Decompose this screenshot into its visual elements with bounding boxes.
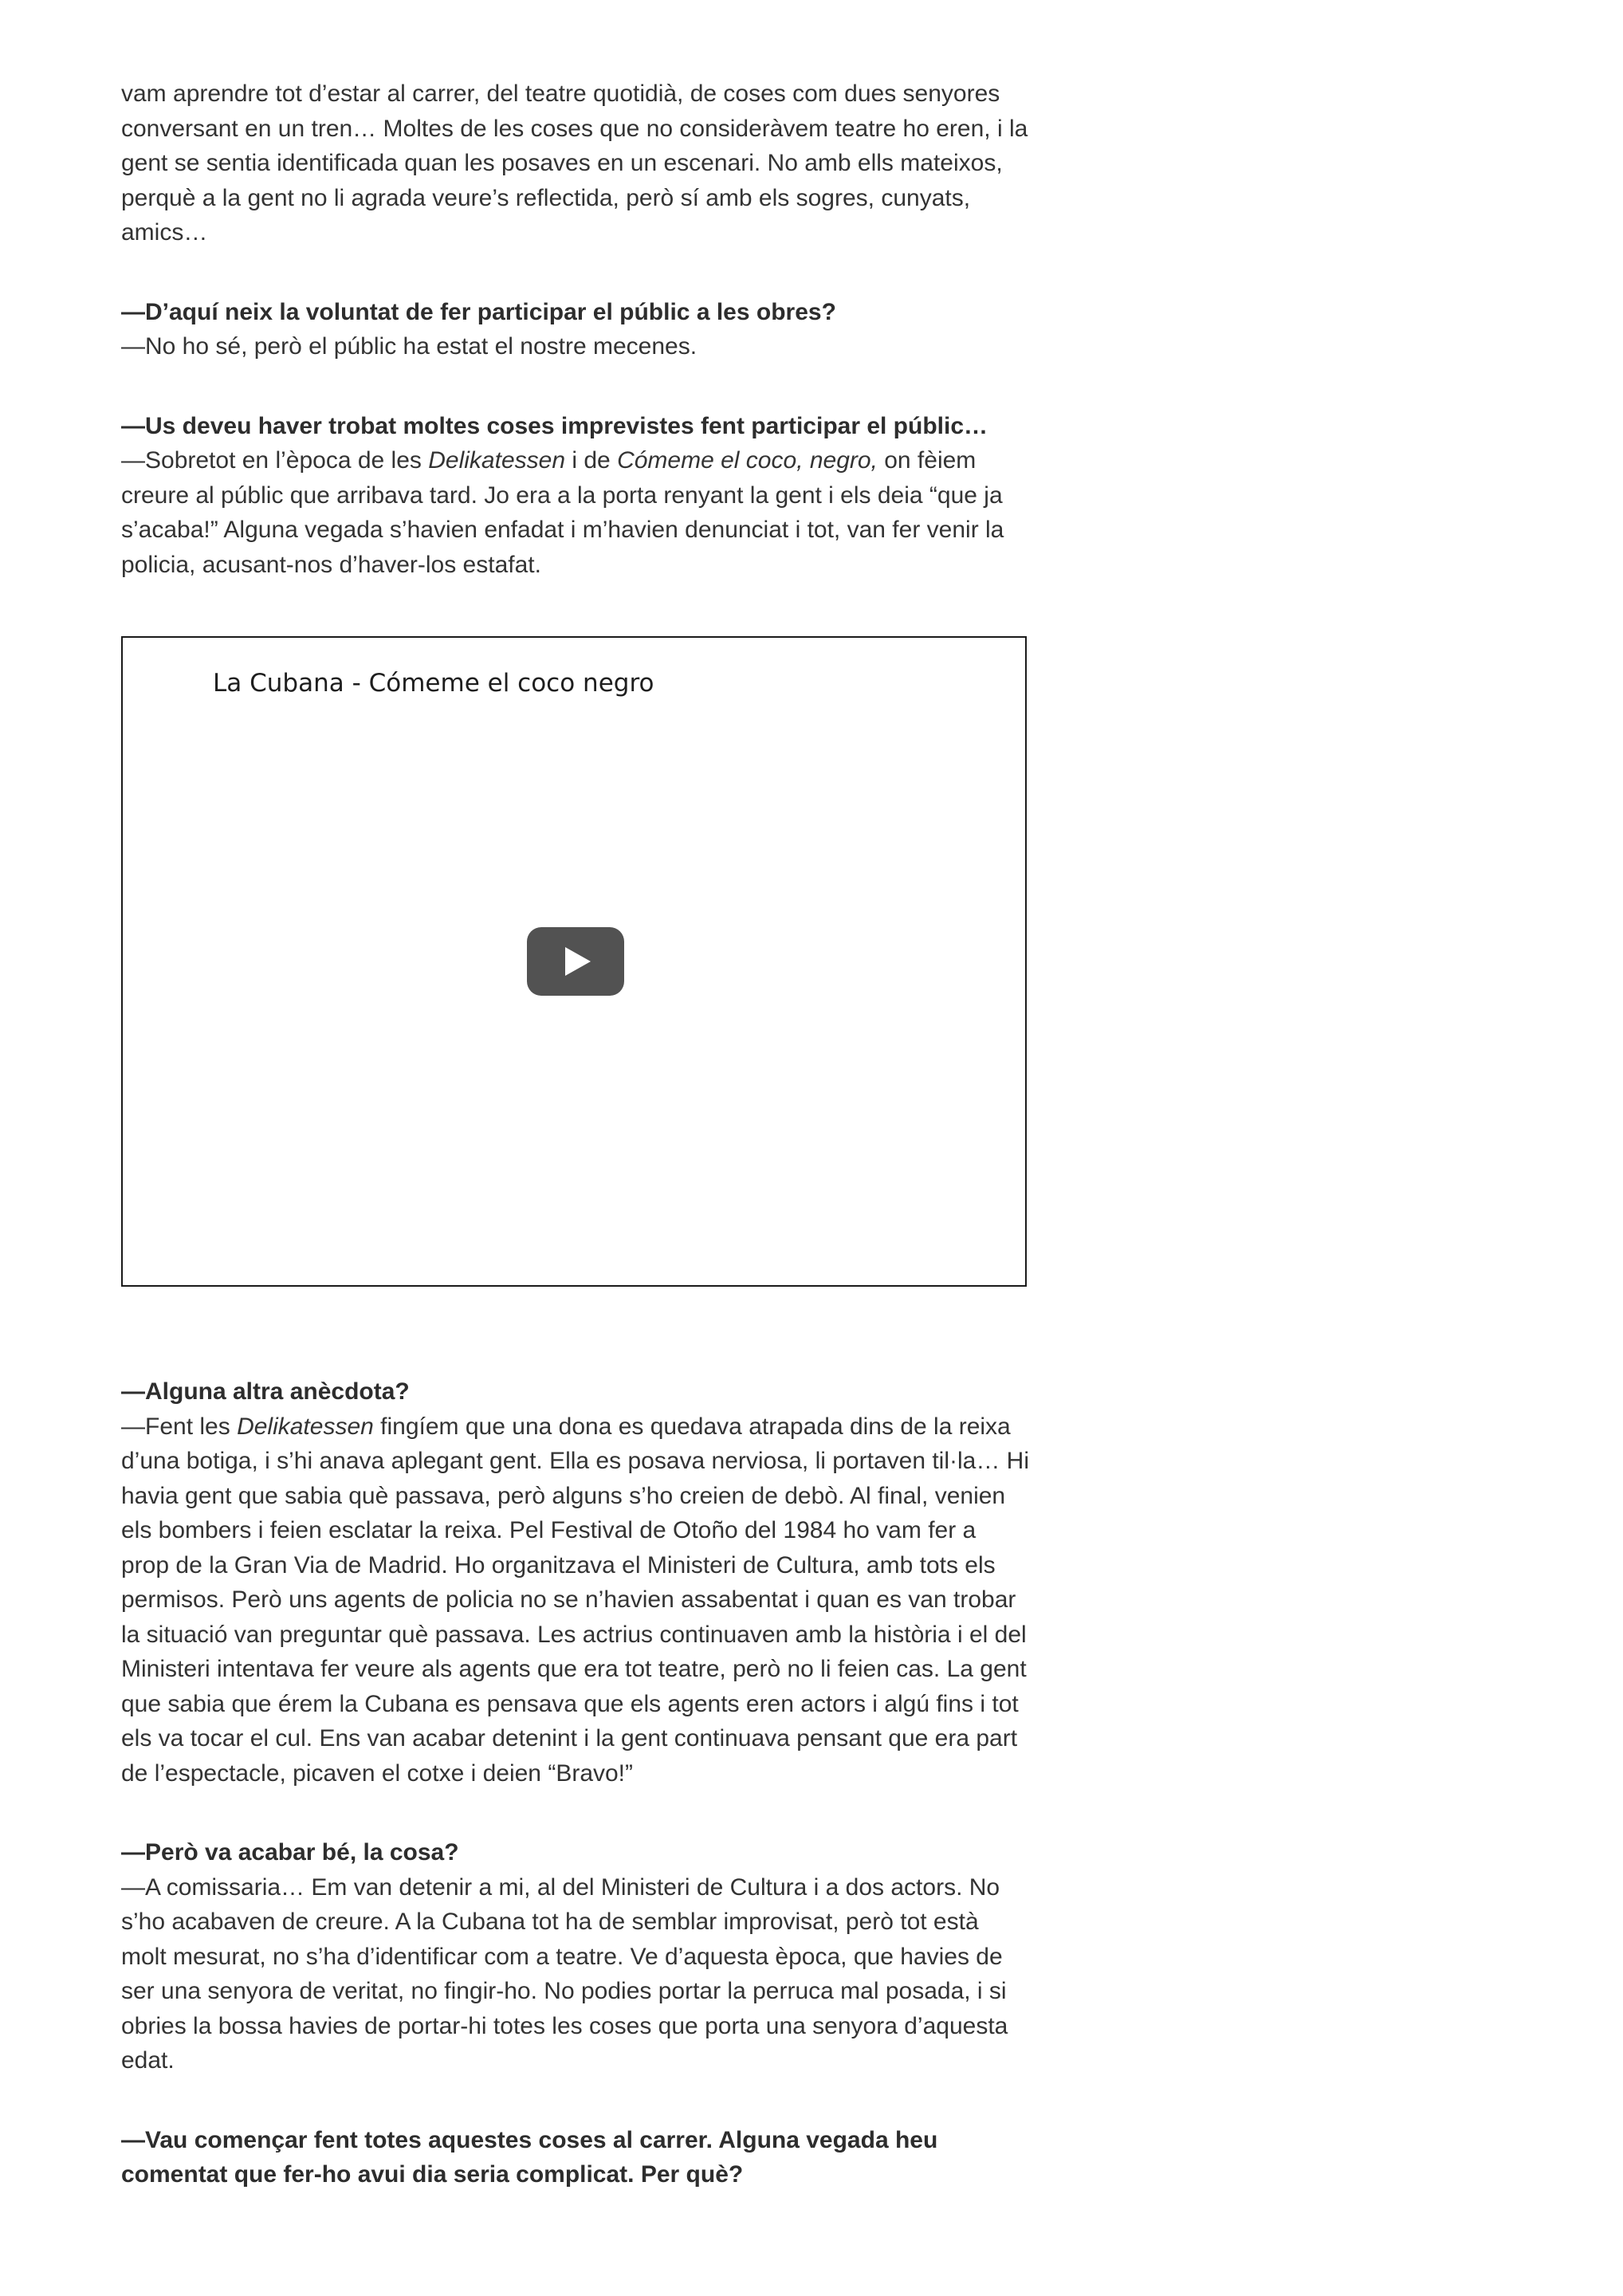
video-embed[interactable] [121,636,1027,1287]
title-delikatessen: Delikatessen [237,1413,374,1440]
answer-3-text: —Fent les [121,1413,238,1440]
title-delikatessen: Delikatessen [428,447,566,474]
question-3: —Alguna altra anècdota? [121,1378,410,1405]
answer-2-text: i de [565,447,618,474]
video-title[interactable]: La Cubana - Cómeme el coco negro [213,669,654,698]
question-5: —Vau començar fent totes aquestes coses al carrer. Alguna vegada heu comentat que fer-ho avui dia seria complicat. Per què? [121,2126,938,2188]
answer-3-text: fingíem que una dona es quedava atrapada dins de la reixa d’una botiga, i s’hi anava aplegant gent. Ella es posava nerviosa, li portaven til·la… Hi havia gent que sabia què passava, però alguns s’ho creien de debò. Al final, venien els bombers i feien esclatar la reixa. Pel Festival de Otoño del 1984 ho vam fer a prop de la Gran Via de Madrid. Ho organitzava el Ministeri de Cultura, amb tots els permisos. Però uns agents de policia no se n’havien assabentat i quan es van trobar la situació van preguntar què passava. Les actrius continuaven amb la història i el del Ministeri intentava fer veure als agents que era tot teatre, però no li feien cas. La gent que sabia que érem la Cubana es pensava que els agents eren actors i algú fins i tot els va tocar el cul. Ens van acabar detenint i la gent continuava pensant que era part de l’espectacle, picaven el cotxe i deien “Bravo!” [121,1413,1030,1787]
answer-4: —A comissaria… Em van detenir a mi, al del Ministeri de Cultura i a dos actors. No s’ho acabaven de creure. A la Cubana tot ha de semblar improvisat, però tot està molt mesurat, no s’ha d’identificar com a teatre. Ve d’aquesta època, que havies de ser una senyora de veritat, no fingir-ho. No podies portar la perruca mal posada, i si obries la bossa havies de portar-hi totes les coses que porta una senyora d’aquesta edat. [121,1873,1008,2074]
intro-paragraph: vam aprendre tot d’estar al carrer, del teatre quotidià, de coses com dues senyores conversant en un tren… Moltes de les coses que no consideràvem teatre ho eren, i la gent se sentia identificada quan les posaves en un escenari. No amb ells mateixos, perquè a la gent no li agrada veure’s reflectida, però sí amb els sogres, cunyats, amics… [121,81,1028,246]
question-1: —D’aquí neix la voluntat de fer participar el públic a les obres? [121,298,836,325]
play-button[interactable] [527,927,624,996]
question-4: —Però va acabar bé, la cosa? [121,1839,459,1866]
answer-1: —No ho sé, però el públic ha estat el nostre mecenes. [121,333,698,360]
question-2: —Us deveu haver trobat moltes coses imprevistes fent participar el públic… [121,412,988,439]
article-body [121,77,1030,2192]
answer-2-text: —Sobretot en l’època de les [121,447,429,474]
answer-2-text: on fèiem creure al públic que arribava tard. Jo era a la porta renyant la gent i els deia “que ja s’acaba!” Alguna vegada s’havien enfadat i m’havien denunciat i tot, van fer venir la policia, acusant-nos d’haver-los estafat. [121,447,1004,578]
answer-2 [121,443,1030,582]
title-comeme-el-coco: Cómeme el coco, negro, [617,447,878,474]
answer-3 [121,1409,1030,1791]
play-icon [565,947,591,976]
